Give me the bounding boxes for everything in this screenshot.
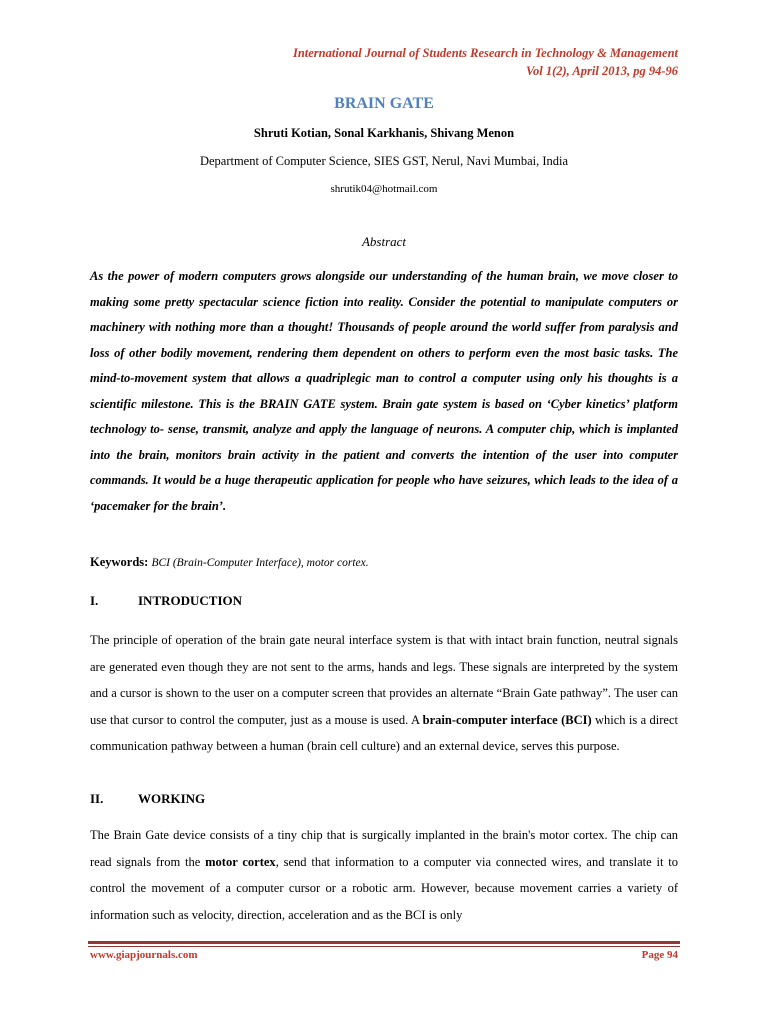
section-heading-working [90,791,205,807]
section-heading-introduction [90,593,242,609]
author-email: shrutik04@hotmail.com [330,183,438,195]
abstract-heading: Abstract [361,234,407,249]
introduction-paragraph [90,627,678,760]
keywords-label: Keywords: [90,555,149,569]
paragraph-bold-term: brain-computer interface (BCI) [422,712,592,727]
paragraph-text: , send that information to a computer via connected wires, and translate it to control the movement of a computer cursor or a robotic arm. However, because movement carries a variety of information such as velocity, direction, acceleration and as the BCI is only [90,854,678,922]
affiliation: Department of Computer Science, SIES GST, Nerul, Navi Mumbai, India [199,154,569,168]
footer-divider [88,941,680,944]
section-title: WORKING [138,791,206,806]
paragraph-text: which is a direct communication pathway between a human (brain cell culture) and an external device, serves this purpose. [90,712,678,753]
section-number: II. [90,791,104,806]
authors: Shruti Kotian, Sonal Karkhanis, Shivang Menon [253,126,515,140]
paper-title: BRAIN GATE [334,95,434,112]
paragraph-text: The Brain Gate device consists of a tiny chip that is surgically implanted in the brain's motor cortex. The chip can read signals from the [90,828,678,869]
paragraph-bold-term: motor cortex [205,854,276,869]
footer-website-link[interactable]: www.giapjournals.com [90,949,198,961]
journal-name: International Journal of Students Research in Technology & Management [292,46,678,60]
journal-header [293,44,678,80]
journal-volume: Vol 1(2), April 2013, pg 94-96 [526,64,678,78]
keywords-text: BCI (Brain-Computer Interface), motor cortex. [151,557,369,569]
working-paragraph [90,822,678,928]
section-title: INTRODUCTION [138,593,243,608]
abstract-body: As the power of modern computers grows alongside our understanding of the human brain, we move closer to making some pretty spectacular science fiction into reality. Consider the potential to manipulate computers or machinery with nothing more than a thought! Thousands of people around the world suffer from paralysis and loss of other bodily movement, rendering them dependent on others to perform even the most basic tasks. The mind-to-movement system that allows a quadriplegic man to control a computer using only his thoughts is a scientific milestone. This is the BRAIN GATE system. Brain gate system is based on ‘Cyber kinetics’ platform technology to- sense, transmit, analyze and apply the language of neurons. A computer chip, which is implanted into the brain, monitors brain activity in the patient and converts the intention of the user into computer commands. It would be a huge therapeutic application for people who have seizures, which leads to the idea of a ‘pacemaker for the brain’. [90,269,678,513]
keywords [90,555,369,570]
section-number: I. [90,593,99,608]
footer-divider [88,946,680,947]
paragraph-text: The principle of operation of the brain gate neural interface system is that with intact brain function, neutral signals are generated even though they are not sent to the arms, hands and legs. These signals are interpreted by the system and a cursor is shown to the user on a computer screen that provides an alternate “Brain Gate pathway”. The user can use that cursor to control the computer, just as a mouse is used. A [90,633,678,727]
footer-page-number: Page 94 [641,949,678,961]
